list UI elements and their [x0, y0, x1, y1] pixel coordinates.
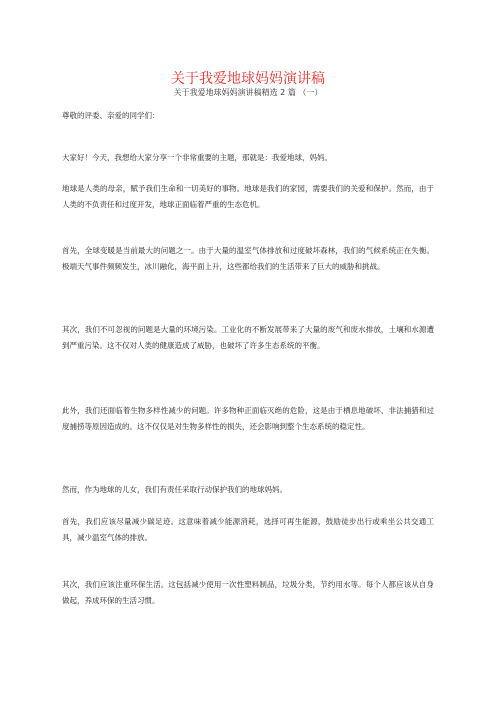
document-title: 关于我爱地球妈妈演讲稿: [171, 71, 325, 88]
paragraph-intro: 大家好！今天，我想给大家分享一个非常重要的主题，那就是：我爱地球，妈妈。: [62, 153, 332, 162]
paragraph-carbon-footprint: 首先，我们应该尽量减少碳足迹。这意味着减少能源消耗，选择可再生能源，鼓励徒步出行或乘坐公共交通工具，减少温室气体的排放。: [62, 517, 434, 542]
paragraph-global-warming: 首先，全球变暖是当前最大的问题之一。由于大量的温室气体排放和过度破坏森林，我们的气候系统正在失衡。极端天气事件频频发生，冰川融化，海平面上升，这些都给我们的生活带来了巨大的威胁和挑战。: [62, 246, 434, 271]
paragraph-responsibility: 然而，作为地球的儿女，我们有责任采取行动保护我们的地球妈妈。: [62, 485, 287, 494]
paragraph-earth-mother: 地球是人类的母亲，赋予我们生命和一切美好的事物。地球是我们的家园，需要我们的关爱和保护。然而，由于人类的不负责任和过度开发，地球正面临着严重的生态危机。: [62, 184, 434, 209]
paragraph-green-living: 其次，我们应该注重环保生活。这包括减少使用一次性塑料制品，垃圾分类，节约用水等。每个人都应该从自身做起，养成环保的生活习惯。: [62, 580, 434, 605]
paragraph-pollution: 其次，我们不可忽视的问题是大量的环境污染。工业化的不断发展带来了大量的废气和废水排放，土壤和水源遭到严重污染。这不仅对人类的健康造成了威胁，也破坏了许多生态系统的平衡。: [62, 325, 434, 350]
paragraph-biodiversity: 此外，我们还面临着生物多样性减少的问题。许多物种正面临灭绝的危险，这是由于栖息地破坏、非法捕猎和过度捕捞等原因造成的。这不仅仅是对生物多样性的损失，还会影响到整个生态系统的稳定性。: [62, 406, 434, 431]
document-subtitle: 关于我爱地球妈妈演讲稿精选 2 篇 （一）: [173, 88, 323, 97]
paragraph-greeting: 尊敬的评委、亲爱的同学们：: [62, 111, 160, 120]
